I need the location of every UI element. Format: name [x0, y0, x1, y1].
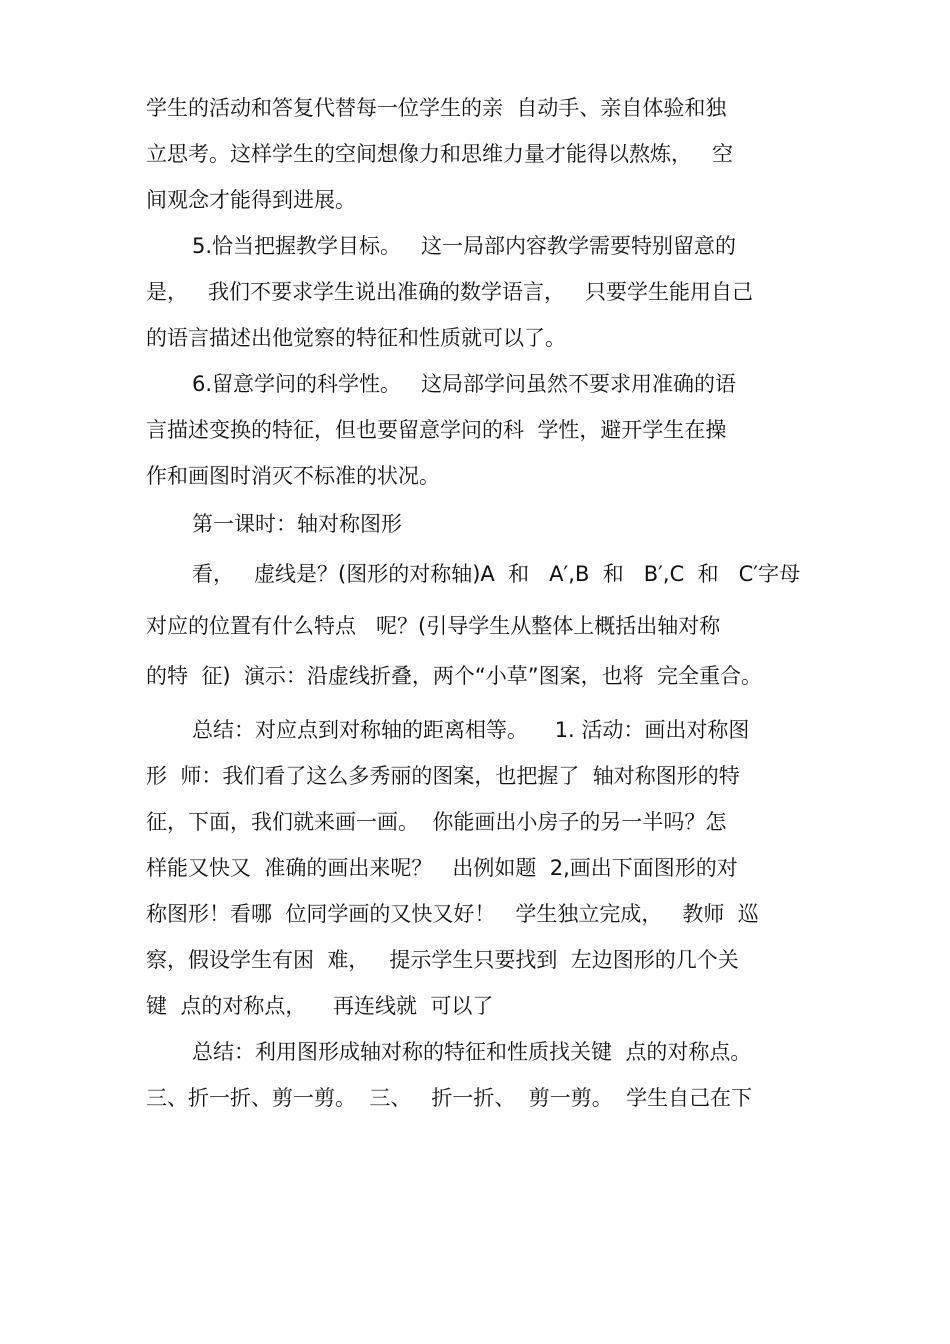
text-line: 学生的活动和答复代替每一位学生的亲 自动手、亲自体验和独 — [146, 96, 727, 120]
text-line: 言描述变换的特征，但也要留意学问的科 学性，避开学生在操 — [146, 418, 727, 442]
text-line: 察，假设学生有困 难， 提示学生只要找到 左边图形的几个关 — [146, 948, 739, 972]
text-line: 键 点的对称点， 再连线就 可以了 — [146, 994, 494, 1018]
text-line: 看， 虚线是？(图形的对称轴)A 和 A′,B 和 B′,C 和 C′字母 — [192, 562, 801, 586]
text-line: 作和画图时消灭不标准的状况。 — [146, 464, 440, 488]
text-line: 称图形！看哪 位同学画的又快又好！ 学生独立完成， 教师 巡 — [146, 902, 759, 926]
text-line: 5.恰当把握教学目标。 这一局部内容教学需要特别留意的 — [192, 234, 737, 258]
text-line: 的特 征) 演示：沿虚线折叠，两个“小草”图案，也将 完全重合。 — [146, 664, 763, 688]
text-line: 立思考。这样学生的空间想像力和思维力量才能得以熬炼， 空 — [146, 142, 734, 166]
text-line: 总结：对应点到对称轴的距离相等。 1. 活动：画出对称图 — [192, 718, 750, 742]
text-line: 的语言描述出他觉察的特征和性质就可以了。 — [146, 326, 566, 350]
text-line: 总结：利用图形成轴对称的特征和性质找关键 点的对称点。 — [192, 1040, 752, 1064]
text-line: 是， 我们不要求学生说出准确的数学语言， 只要学生能用自己 — [146, 280, 754, 304]
text-line: 三、折一折、剪一剪。 三、 折一折、 剪一剪。 学生自己在下 — [146, 1086, 753, 1110]
text-line: 征，下面，我们就来画一画。 你能画出小房子的另一半吗？怎 — [146, 810, 727, 834]
text-line: 第一课时：轴对称图形 — [192, 512, 402, 536]
text-line: 6.留意学问的科学性。 这局部学问虽然不要求用准确的语 — [192, 372, 737, 396]
text-line: 间观念才能得到进展。 — [146, 188, 356, 212]
text-line: 样能又快又 准确的画出来呢？ 出例如题 2,画出下面图形的对 — [146, 856, 738, 880]
text-line: 形 师：我们看了这么多秀丽的图案，也把握了 轴对称图形的特 — [146, 764, 740, 788]
text-line: 对应的位置有什么特点 呢？(引导学生从整体上概括出轴对称 — [146, 614, 721, 638]
